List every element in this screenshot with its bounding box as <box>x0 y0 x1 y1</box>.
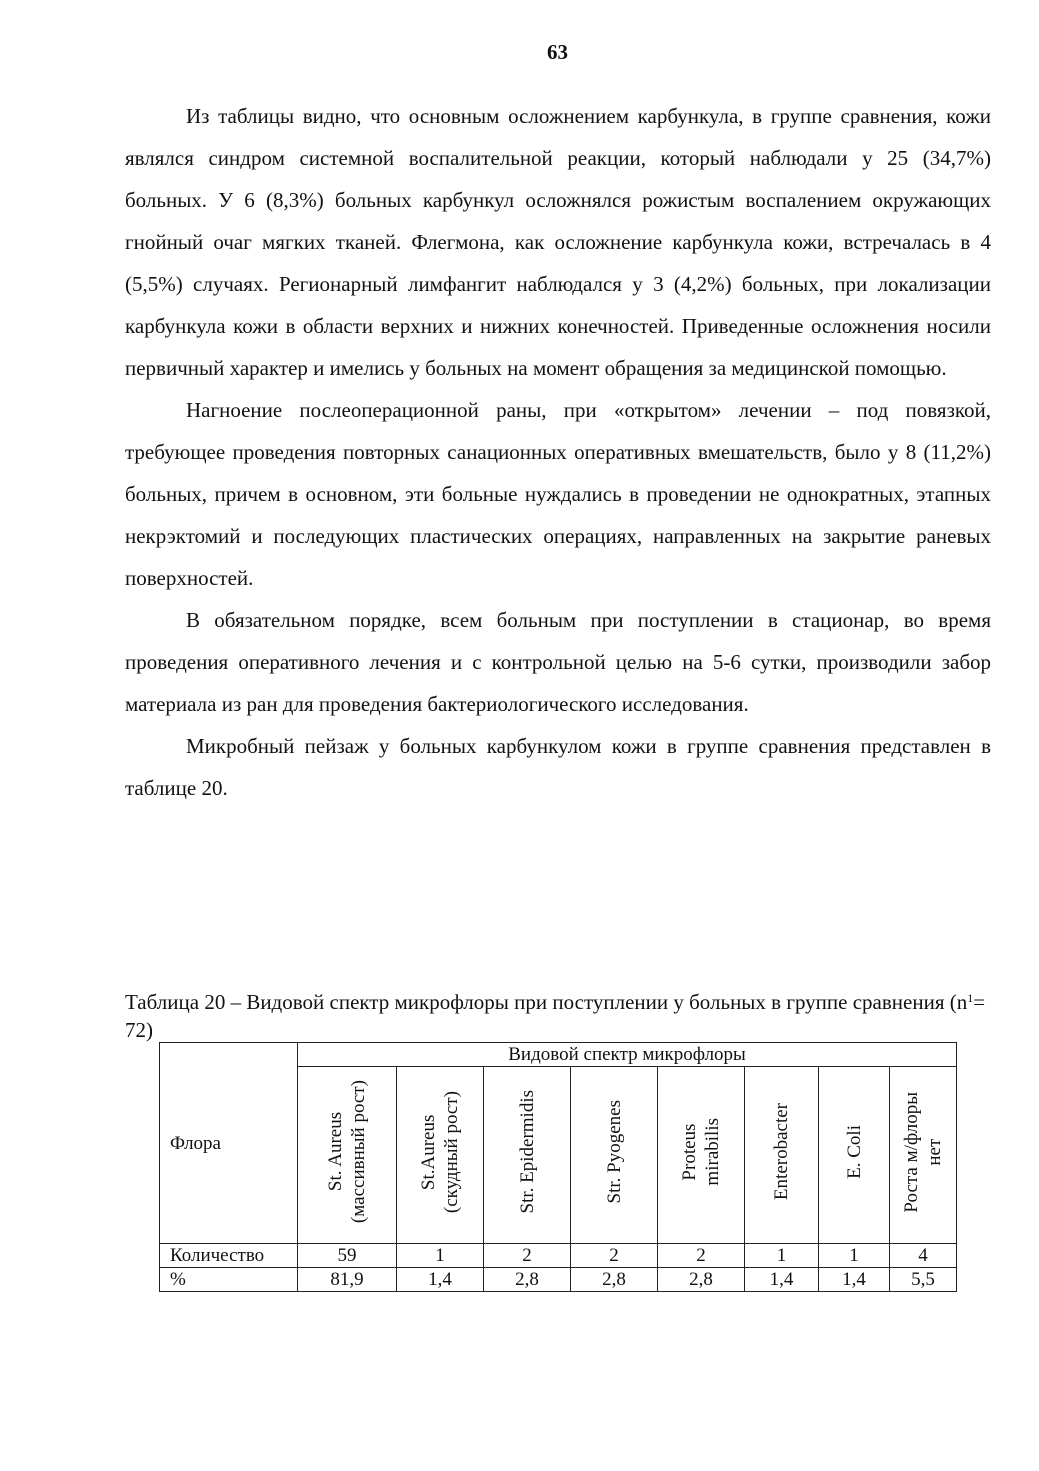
column-header <box>745 1067 819 1244</box>
row-label: % <box>160 1268 298 1292</box>
column-header <box>819 1067 890 1244</box>
microflora-table <box>159 1042 957 1292</box>
column-header-label: St. Aureus (массивный рост) <box>325 1080 369 1224</box>
caption-text-end: = 72) <box>125 990 986 1042</box>
paragraph-4: Микробный пейзаж у больных карбункулом кожи в группе сравнения представлен в таблице 20. <box>125 734 991 800</box>
column-header <box>397 1067 484 1244</box>
caption-superscript: 1 <box>967 991 974 1005</box>
table-cell: 81,9 <box>298 1268 397 1292</box>
table-cell: 1,4 <box>819 1268 890 1292</box>
flora-header: Флора <box>160 1043 298 1244</box>
table-cell: 1 <box>819 1244 890 1268</box>
table-cell: 59 <box>298 1244 397 1268</box>
column-header-label: St.Aureus (скудный рост) <box>418 1090 462 1214</box>
table-row <box>160 1244 957 1268</box>
caption-text: Таблица 20 – Видовой спектр микрофлоры при поступлении у больных в группе сравнения (n <box>125 990 968 1014</box>
table-cell: 5,5 <box>890 1268 957 1292</box>
table-row <box>160 1268 957 1292</box>
column-header <box>571 1067 658 1244</box>
column-header-label: Роста м/флоры нет <box>901 1091 946 1213</box>
column-header-label: Proteus mirabilis <box>679 1118 723 1186</box>
table-cell: 1 <box>397 1244 484 1268</box>
group-header: Видовой спектр микрофлоры <box>298 1043 957 1067</box>
table-cell: 2,8 <box>658 1268 745 1292</box>
table-cell: 1,4 <box>745 1268 819 1292</box>
column-header-label: E. Coli <box>843 1125 865 1179</box>
table-cell: 2 <box>571 1244 658 1268</box>
body-text <box>125 95 991 809</box>
table-cell: 2,8 <box>484 1268 571 1292</box>
paragraph-2: Нагноение послеоперационной раны, при «открытом» лечении – под повязкой, требующее проведения повторных санационных оперативных вмешательств, было у 8 (11,2%) больных, причем в основном, эти больные нуждались в проведении не однократных, этапных некрэктомий и последующих пластических операциях, направленных на закрытие раневых поверхностей. <box>125 398 991 590</box>
table-cell: 1 <box>745 1244 819 1268</box>
column-header-label: Enterobacter <box>771 1103 792 1201</box>
table-cell: 2 <box>484 1244 571 1268</box>
column-header <box>484 1067 571 1244</box>
table-cell: 2 <box>658 1244 745 1268</box>
table-cell: 4 <box>890 1244 957 1268</box>
column-header <box>890 1067 957 1244</box>
table-cell: 2,8 <box>571 1268 658 1292</box>
paragraph-1: Из таблицы видно, что основным осложнением карбункула, в группе сравнения, кожи являлся синдром системной воспалительной реакции, который наблюдали у 25 (34,7%) больных. У 6 (8,3%) больных карбункул осложнялся рожистым воспалением окружающих гнойный очаг мягких тканей. Флегмона, как осложнение карбункула кожи, встречалась в 4 (5,5%) случаях. Регионарный лимфангит наблюдался у 3 (4,2%) больных, при локализации карбункула кожи в области верхних и нижних конечностей. Приведенные осложнения носили первичный характер и имелись у больных на момент обращения за медицинской помощью. <box>125 104 991 380</box>
table-caption <box>125 988 991 1044</box>
column-header <box>658 1067 745 1244</box>
column-header <box>298 1067 397 1244</box>
column-header-label: Str. Pyogenes <box>603 1100 625 1204</box>
paragraph-3: В обязательном порядке, всем больным при поступлении в стационар, во время проведения оперативного лечения и с контрольной целью на 5-6 сутки, производили забор материала из ран для проведения бактериологического исследования. <box>125 608 991 716</box>
table-cell: 1,4 <box>397 1268 484 1292</box>
row-label: Количество <box>160 1244 298 1268</box>
page-number: 63 <box>547 40 568 64</box>
column-header-label: Str. Epidermidis <box>516 1090 538 1214</box>
